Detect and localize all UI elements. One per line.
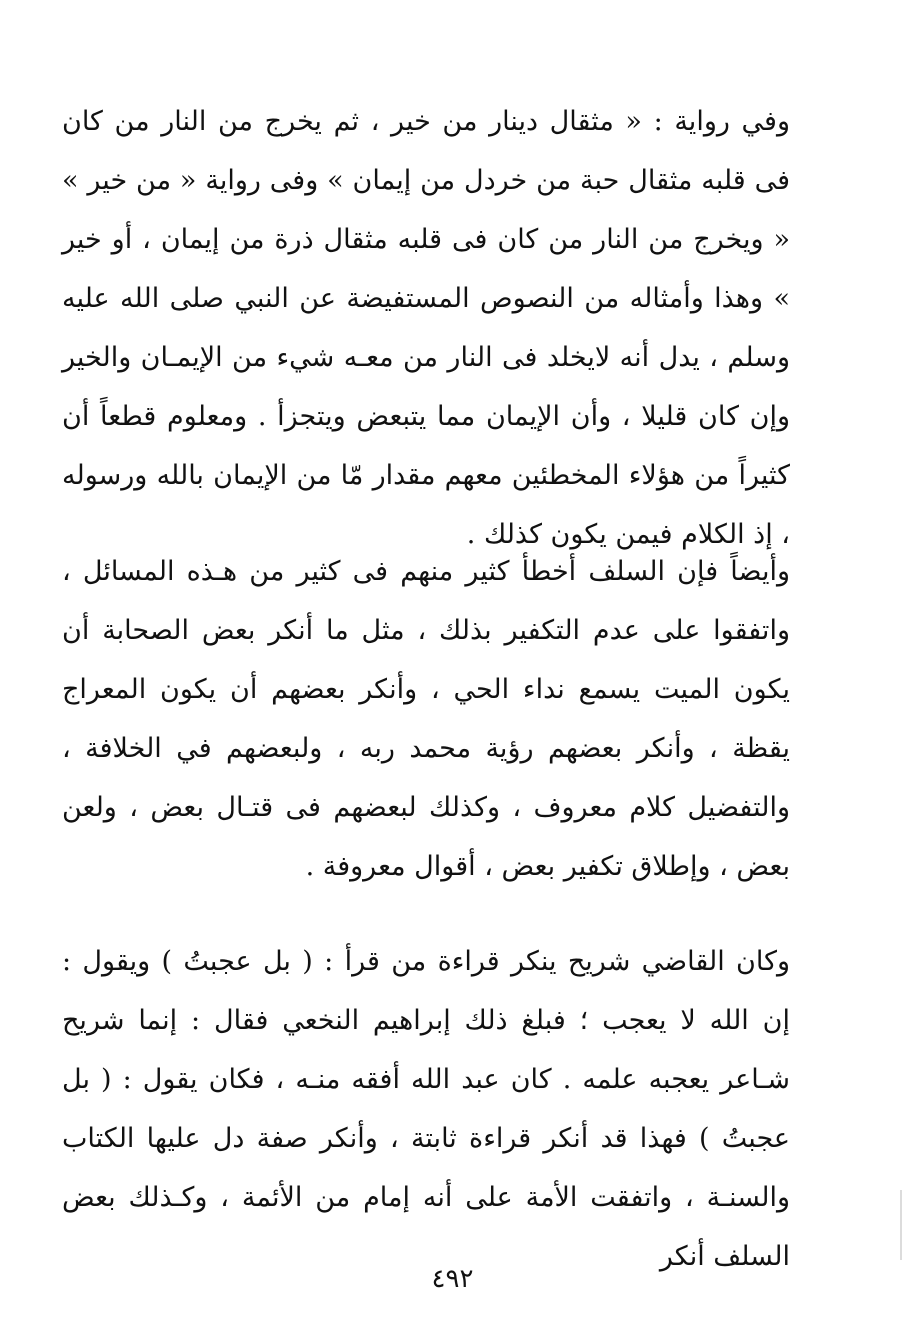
scan-edge-mark xyxy=(900,1190,902,1260)
page-number: ٤٩٢ xyxy=(431,1264,474,1294)
paragraph-2: وأيضاً فإن السلف أخطأ كثير منهم فى كثير من هـذه المسائل ، واتفقوا على عدم التكفير بذلك ، مثل ما أنكر بعض الصحابة أن يكون الميت يسمع نداء الحي ، وأنكر بعضهم أن يكون المعراج يقظة ، وأنكر بعضهم رؤية محمد ربه ، ولبعضهم في الخلافة ، والتفضيل كلام معروف ، وكذلك لبعضهم فى قتـال بعض ، ولعن بعض ، وإطلاق تكفير بعض ، أقوال معروفة . xyxy=(62,556,790,882)
paragraph-3: وكان القاضي شريح ينكر قراءة من قرأ : ( بل عجبتُ ) ويقول : إن الله لا يعجب ؛ فبلغ ذلك إبراهيم النخعي فقال : إنما شريح شـاعر يعجبه علمه . كان عبد الله أفقه منـه ، فكان يقول : ( بل عجبتُ ) فهذا قد أنكر قراءة ثابتة ، وأنكر صفة دل عليها الكتاب والسنـة ، واتفقت الأمة على أنه إمام من الأئمة ، وكـذلك بعض السلف أنكر xyxy=(62,946,790,1272)
paragraph-1: وفي رواية : « مثقال دينار من خير ، ثم يخرج من النار من كان فى قلبه مثقال حبة من خردل من إيمان » وفى رواية « من خير » « ويخرج من النار من كان فى قلبه مثقال ذرة من إيمان ، أو خير » وهذا وأمثاله من النصوص المستفيضة عن النبي صلى الله عليه وسلم ، يدل أنه لايخلد فى النار من معـه شيء من الإيمـان والخير وإن كان قليلا ، وأن الإيمان مما يتبعض ويتجزأ . ومعلوم قطعاً أن كثيراً من هؤلاء المخطئين معهم مقدار مّا من الإيمان بالله ورسوله ، إذ الكلام فيمن يكون كذلك . xyxy=(62,106,790,550)
